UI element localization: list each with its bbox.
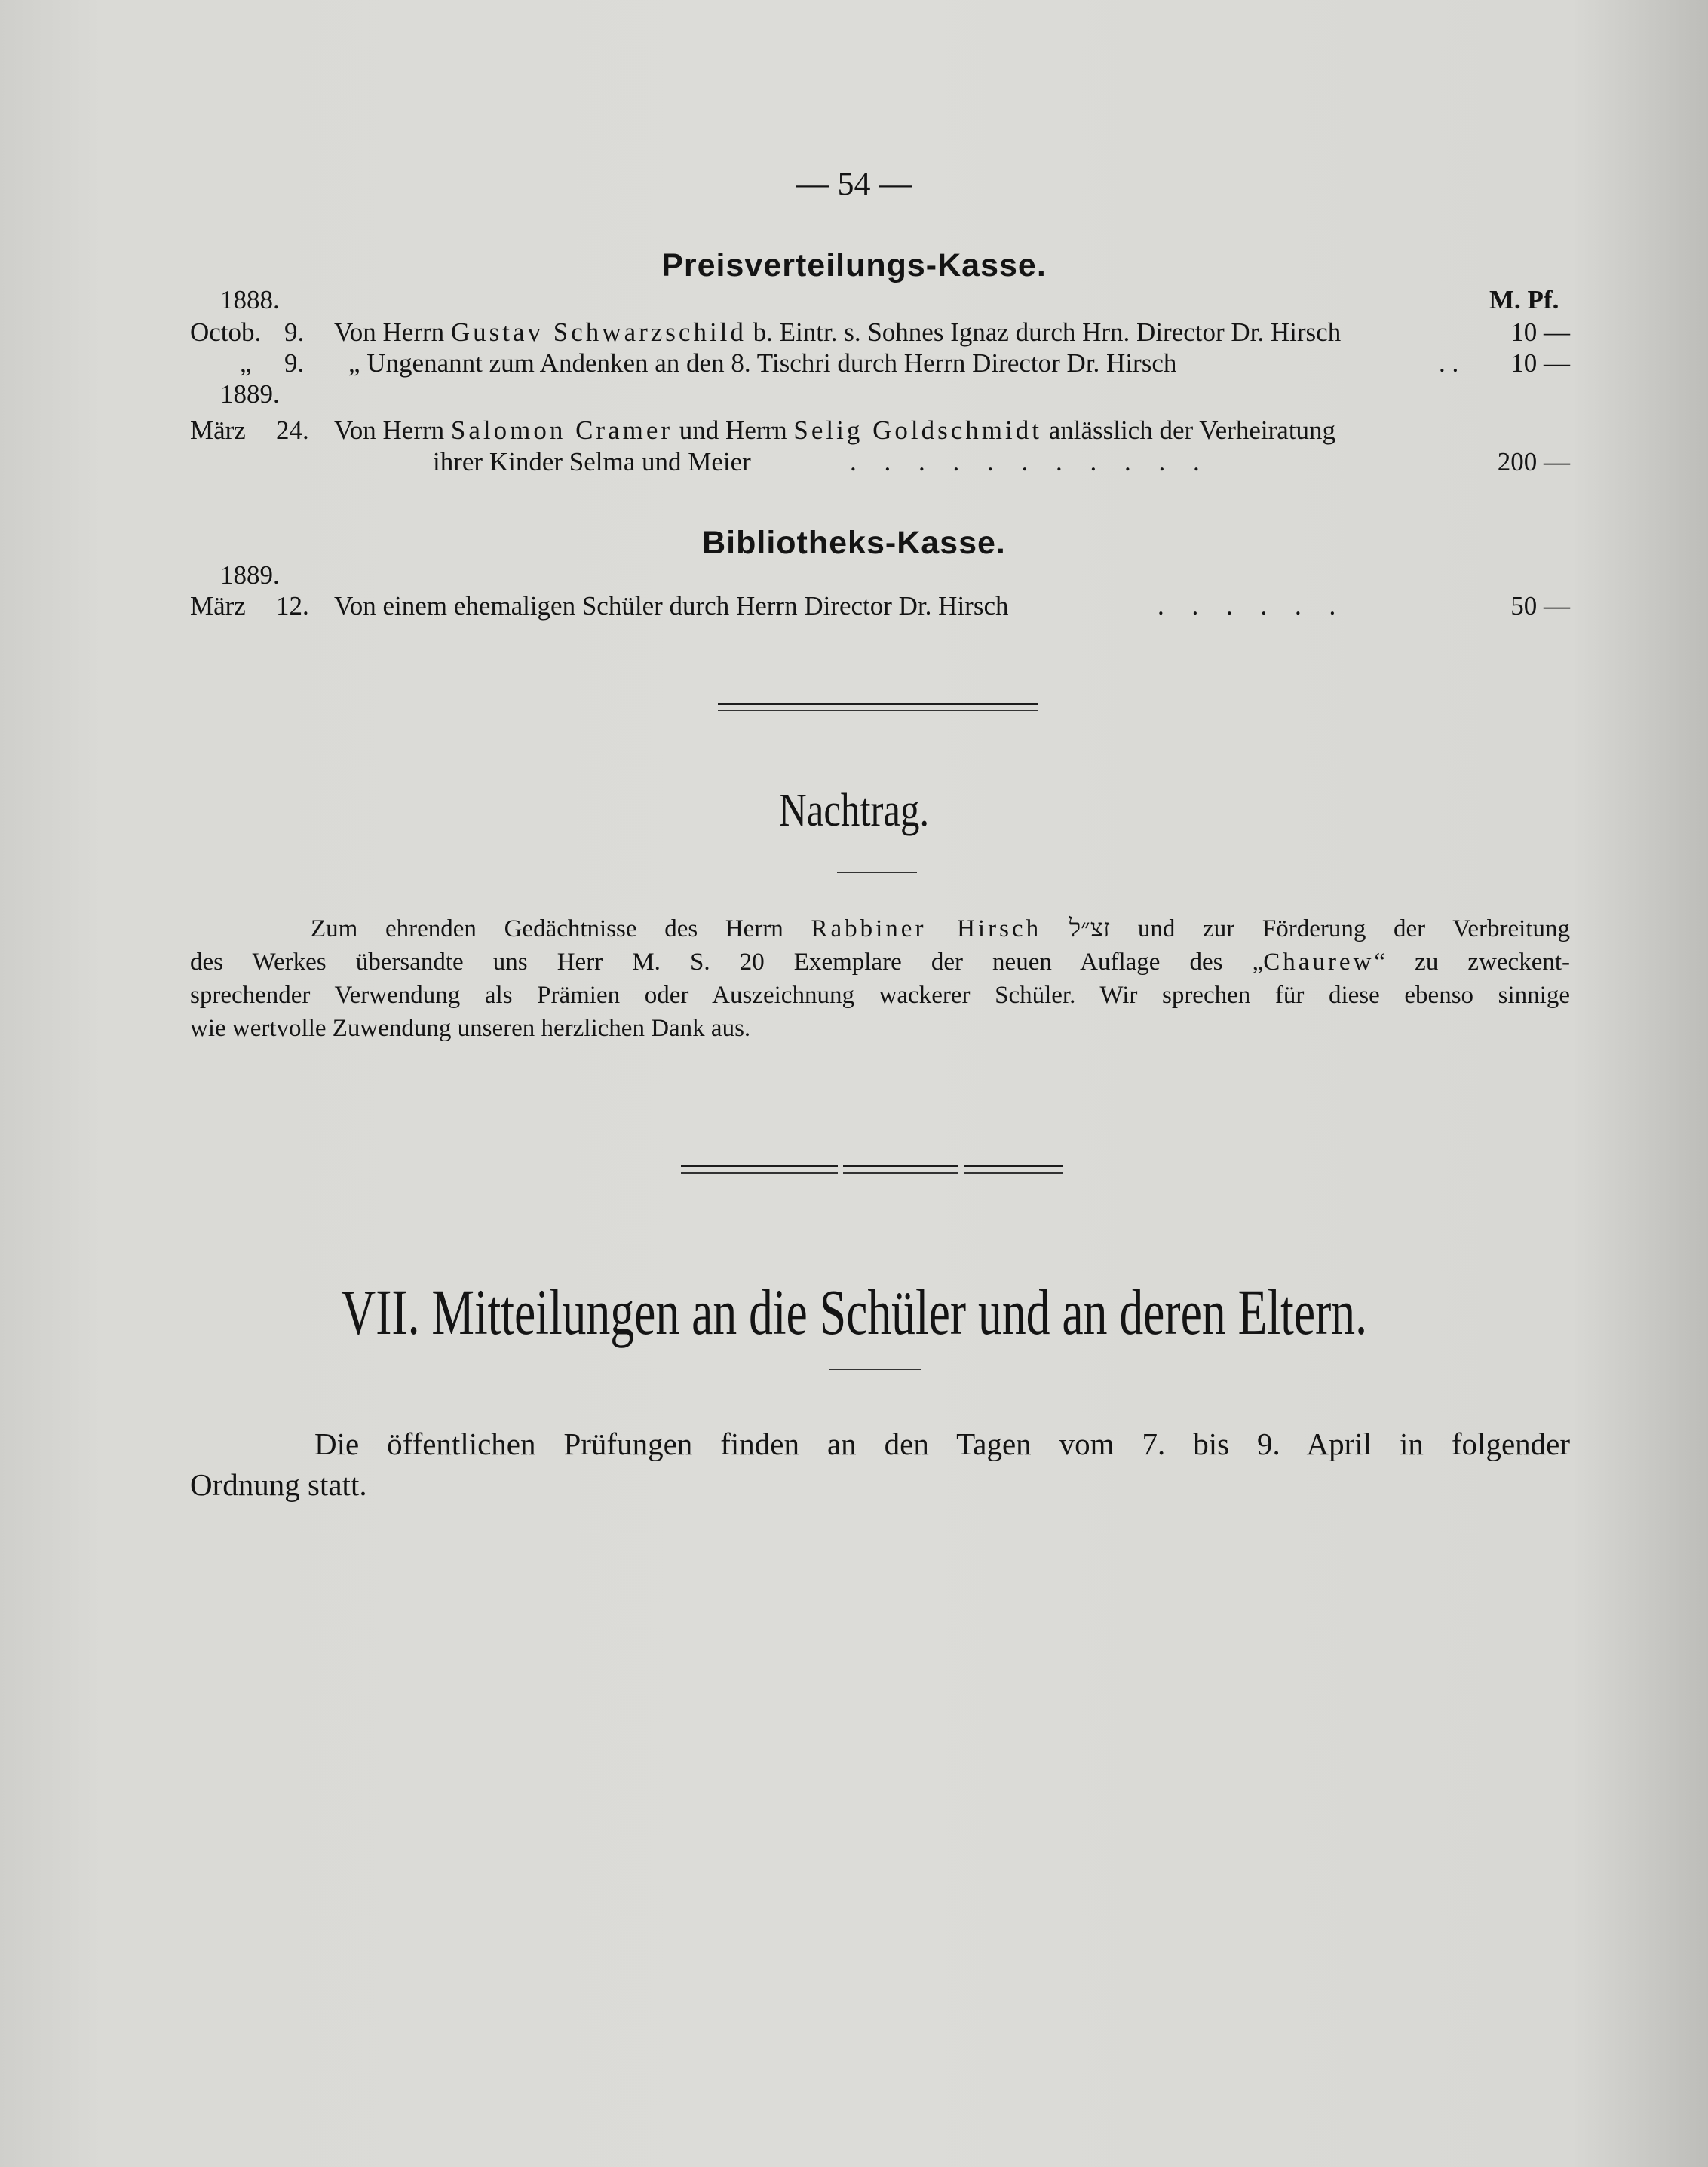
entry-day: 12.: [276, 591, 309, 621]
entry-text: [334, 415, 1335, 446]
biblio-section-title: Bibliotheks-Kasse.: [702, 525, 1006, 561]
entry-month: März: [190, 591, 246, 621]
paragraph-line: sprechender Verwendung als Prämien oder Auszeichnung wackerer Schüler. Wir sprechen für diese ebenso sinnige: [190, 982, 1570, 1009]
separator-rule: [718, 703, 1038, 705]
entry-month: Octob.: [190, 317, 262, 347]
preis-year-1889: 1889.: [220, 379, 280, 409]
preis-year-1888: 1888.: [220, 285, 280, 314]
entry-dots: . . . . . . . . . . .: [850, 447, 1210, 477]
separator-rule: [964, 1172, 1063, 1174]
donor-name: Gustav Schwarzschild: [450, 317, 747, 347]
entry-month: März: [190, 415, 246, 445]
text-run: des Werkes übersandte uns Herr M. S. 20 Exemplare der neuen Auflage des „: [190, 949, 1264, 976]
entry-day: 9.: [284, 317, 305, 347]
separator-rule: [843, 1172, 958, 1174]
entry-text-post: anlässlich der Verheiratung: [1041, 415, 1336, 445]
entry-amount: 10 —: [1510, 317, 1570, 347]
entry-text: „ Ungenannt zum Andenken an den 8. Tischri durch Herrn Director Dr. Hirsch: [348, 348, 1177, 378]
text-run: und zur Förderung der Verbreitung: [1110, 915, 1570, 943]
entry-dots: . .: [1439, 348, 1459, 378]
entry-text-mid: und Herrn: [673, 415, 794, 445]
short-rule: [837, 872, 917, 873]
paragraph-line: Ordnung statt.: [190, 1467, 367, 1502]
biblio-year: 1889.: [220, 560, 280, 590]
entry-ditto-month: „: [240, 348, 252, 378]
chapter-heading: VII. Mitteilungen an die Schüler und an deren Eltern.: [341, 1276, 1368, 1348]
separator-rule: [681, 1165, 838, 1167]
book-title: Chaurew: [1263, 949, 1375, 976]
paragraph-line: [190, 912, 1570, 946]
text-run: Zum ehrenden Gedächtnisse des Herrn: [311, 915, 811, 943]
donor-name-1: Salomon Cramer: [450, 415, 673, 445]
paragraph-line: [190, 946, 1570, 979]
person-name: Rabbiner Hirsch: [811, 915, 1042, 943]
separator-rule: [843, 1165, 958, 1167]
paragraph-line: wie wertvolle Zuwendung unseren herzlichen Dank aus.: [190, 1015, 751, 1042]
nachtrag-heading: Nachtrag.: [779, 785, 930, 836]
hebrew-abbreviation: זצ״ל: [1069, 915, 1111, 943]
entry-amount: 10 —: [1510, 348, 1570, 378]
entry-text-line2: ihrer Kinder Selma und Meier: [433, 447, 751, 477]
page-number: — 54 —: [796, 165, 912, 202]
entry-amount: 200 —: [1497, 447, 1570, 477]
entry-day: 24.: [276, 415, 309, 445]
paragraph-line: Die öffentlichen Prüfungen finden an den Tagen vom 7. bis 9. April in folgender: [314, 1427, 1570, 1461]
vii-paragraph: [190, 1424, 1570, 1505]
entry-text: [334, 317, 1341, 348]
entry-text: Von einem ehemaligen Schüler durch Herrn Director Dr. Hirsch: [334, 591, 1009, 621]
preis-section-title: Preisverteilungs-Kasse.: [661, 247, 1047, 284]
donor-name-2: Selig Goldschmidt: [793, 415, 1042, 445]
nachtrag-paragraph: [190, 912, 1570, 1045]
currency-header: M. Pf.: [1489, 285, 1559, 314]
separator-rule: [964, 1165, 1063, 1167]
entry-text-pre: Von Herrn: [334, 317, 451, 347]
text-run: “ zu zweckent-: [1374, 949, 1571, 976]
separator-rule: [681, 1172, 838, 1174]
entry-day: 9.: [284, 348, 305, 378]
entry-dots: . . . . . .: [1158, 591, 1347, 621]
entry-text-post: b. Eintr. s. Sohnes Ignaz durch Hrn. Director Dr. Hirsch: [746, 317, 1342, 347]
separator-rule: [718, 710, 1038, 711]
short-rule: [829, 1369, 921, 1370]
entry-text-pre: Von Herrn: [334, 415, 451, 445]
entry-amount: 50 —: [1510, 591, 1570, 621]
